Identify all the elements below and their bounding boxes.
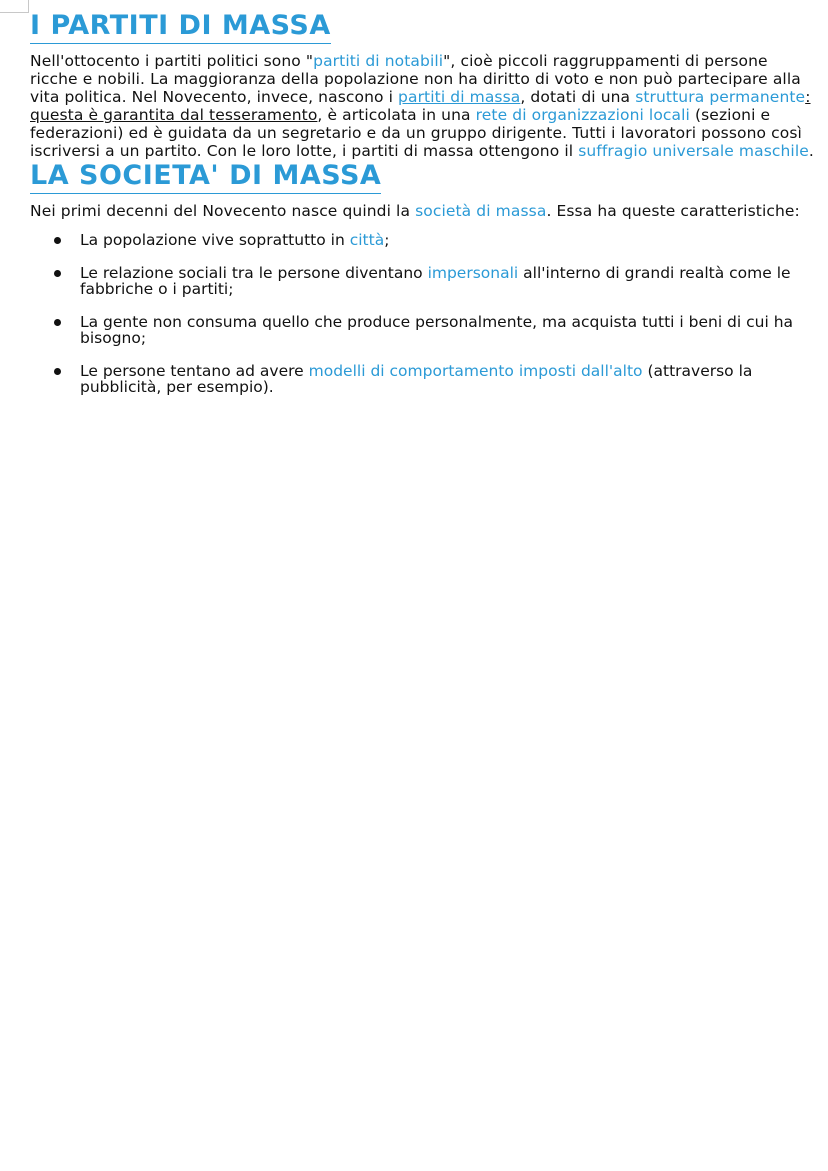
highlighted-term: modelli di comportamento imposti dall'alto bbox=[308, 362, 643, 380]
section-title-partiti-di-massa: I PARTITI DI MASSA bbox=[30, 10, 331, 44]
bullet-icon bbox=[54, 368, 61, 375]
body-text: . Essa ha queste caratteristiche: bbox=[546, 202, 800, 220]
bullet-icon bbox=[54, 319, 61, 326]
list-item-text bbox=[80, 265, 820, 297]
body-text: , è articolata in una bbox=[317, 106, 476, 124]
list-item bbox=[30, 363, 820, 395]
body-text: Le persone tentano ad avere bbox=[80, 362, 309, 380]
bullet-icon bbox=[54, 237, 61, 244]
body-text: . bbox=[808, 142, 814, 160]
highlighted-term: città bbox=[349, 231, 385, 249]
list-item bbox=[30, 314, 820, 346]
paragraph-partiti-di-massa bbox=[30, 52, 820, 160]
body-text: Le relazione sociali tra le persone diventano bbox=[80, 264, 428, 282]
list-item-text bbox=[80, 314, 820, 346]
body-text: Nei primi decenni del Novecento nasce quindi la bbox=[30, 202, 416, 220]
list-item-text bbox=[80, 363, 820, 395]
body-text: ", cioè piccoli raggruppamenti di persone ricche e nobili. La maggioranza della popolazione non ha diritto di voto e non può partecipare alla vita politica. Nel Novecento, invece, nascono i bbox=[30, 52, 801, 106]
body-text: La popolazione vive soprattutto in bbox=[80, 231, 350, 249]
highlighted-term: struttura permanente bbox=[635, 88, 806, 106]
body-text: ; bbox=[384, 231, 390, 249]
characteristics-list bbox=[30, 232, 820, 395]
highlighted-term: rete di organizzazioni locali bbox=[475, 106, 690, 124]
body-text: (attraverso la pubblicità, per esempio). bbox=[80, 362, 753, 396]
list-item bbox=[30, 232, 820, 248]
body-text: La gente non consuma quello che produce personalmente, ma acquista tutti i beni di cui ha bisogno; bbox=[80, 313, 794, 347]
body-text: Nell'ottocento i partiti politici sono " bbox=[30, 52, 314, 70]
paragraph-societa-intro bbox=[30, 202, 820, 220]
underlined-text: : questa è garantita dal tesseramento bbox=[30, 88, 811, 124]
list-item bbox=[30, 265, 820, 297]
list-item-text bbox=[80, 232, 820, 248]
body-text: all'interno di grandi realtà come le fabbriche o i partiti; bbox=[80, 264, 791, 298]
body-text: , dotati di una bbox=[520, 88, 636, 106]
highlighted-term: partiti di notabili bbox=[313, 52, 444, 70]
bullet-icon bbox=[54, 270, 61, 277]
highlighted-term: partiti di massa bbox=[398, 88, 521, 106]
highlighted-term: suffragio universale maschile bbox=[578, 142, 809, 160]
highlighted-term: impersonali bbox=[427, 264, 519, 282]
highlighted-term: società di massa bbox=[415, 202, 547, 220]
section-title-societa-di-massa: LA SOCIETA' DI MASSA bbox=[30, 160, 381, 194]
body-text: (sezioni e federazioni) ed è guidata da un segretario e da un gruppo dirigente. Tutti i lavoratori possono così iscriversi a un partito. Con le loro lotte, i partiti di massa ottengono il bbox=[30, 106, 802, 160]
document-page bbox=[30, 10, 820, 412]
page-corner-mark bbox=[0, 0, 29, 13]
